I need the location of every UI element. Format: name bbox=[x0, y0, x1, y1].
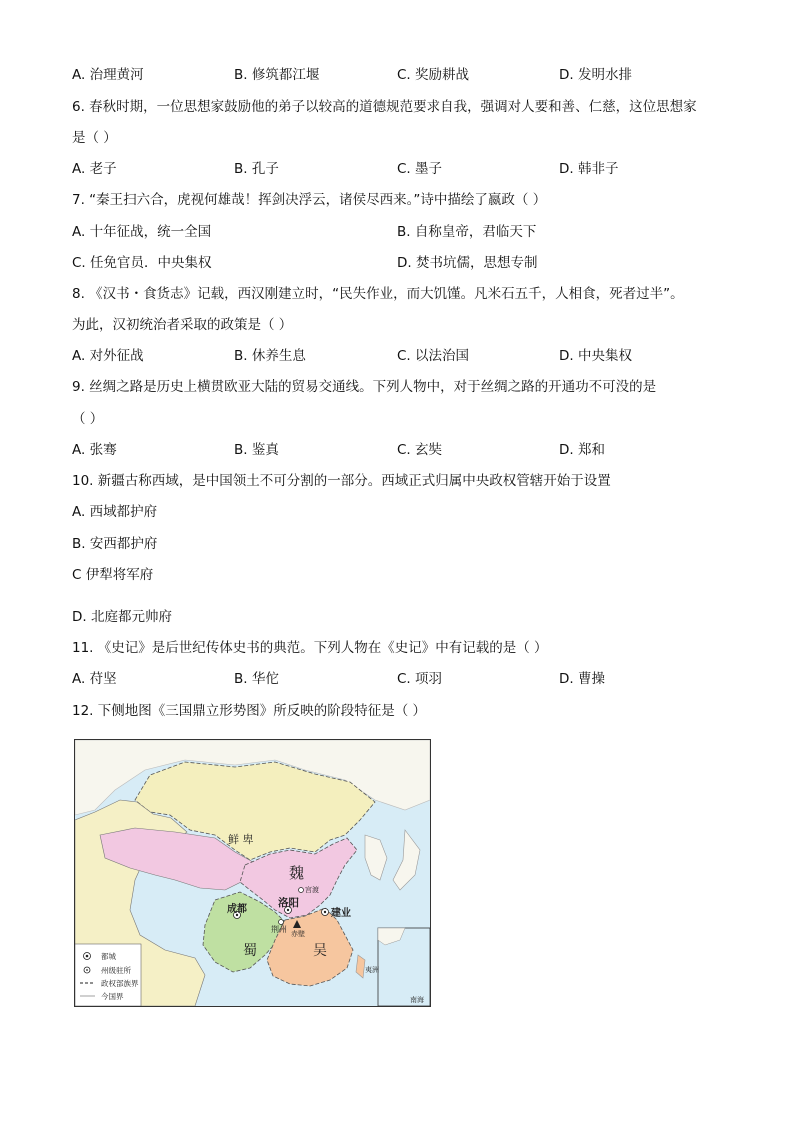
map-label-chengdu: 成都 bbox=[227, 904, 247, 915]
legend-regime-border-label: 政权部族界 bbox=[101, 979, 139, 988]
q7-option-b: B. 自称皇帝，君临天下 bbox=[397, 224, 537, 240]
q9-option-b: B. 鉴真 bbox=[234, 442, 279, 458]
q6-stem: 6. 春秋时期，一位思想家鼓励他的弟子以较高的道德规范要求自我，强调对人要和善、仁慈，这位思想家 bbox=[72, 99, 697, 115]
three-kingdoms-map bbox=[74, 739, 431, 1007]
legend-prefecture-label: 州级驻所 bbox=[101, 966, 131, 975]
q12-stem: 12. 下侧地图《三国鼎立形势图》所反映的阶段特征是（ ） bbox=[72, 703, 427, 719]
q9-option-a: A. 张骞 bbox=[72, 442, 117, 458]
map-label-shu: 蜀 bbox=[243, 943, 257, 959]
q8-option-c: C. 以法治国 bbox=[397, 348, 470, 364]
q7-option-a: A. 十年征战，统一全国 bbox=[72, 224, 212, 240]
map-label-xianbei: 鲜 卑 bbox=[228, 833, 254, 846]
q10-option-d: D. 北庭都元帅府 bbox=[72, 609, 172, 625]
q9-option-c: C. 玄奘 bbox=[397, 442, 443, 458]
map-label-nanhai: 南海 bbox=[410, 996, 424, 1004]
q11-stem: 11. 《史记》是后世纪传体史书的典范。下列人物在《史记》中有记载的是（ ） bbox=[72, 640, 548, 656]
q9-option-d: D. 郑和 bbox=[559, 442, 605, 458]
q9-stem: 9. 丝绸之路是历史上横贯欧亚大陆的贸易交通线。下列人物中，对于丝绸之路的开通功不可没的是 bbox=[72, 379, 657, 395]
map-label-jingzhou: 荆州 bbox=[271, 925, 287, 934]
q6-option-b: B. 孔子 bbox=[234, 161, 279, 177]
q11-option-c: C. 项羽 bbox=[397, 671, 443, 687]
map-label-jianye: 建业 bbox=[331, 908, 351, 919]
map-label-gongdu: 宫渡 bbox=[305, 886, 319, 894]
q11-option-a: A. 苻坚 bbox=[72, 671, 117, 687]
map-label-wu: 吴 bbox=[313, 943, 327, 959]
map-city-gongdu bbox=[299, 888, 304, 893]
q5-option-c: C. 奖励耕战 bbox=[397, 67, 470, 83]
q7-option-d: D. 焚书坑儒，思想专制 bbox=[397, 255, 538, 271]
q10-option-a: A. 西域都护府 bbox=[72, 504, 158, 520]
q8-stem: 8. 《汉书・食货志》记载，西汉刚建立时，“民失作业，而大饥馑。凡米石五千，人相食，死者过半”。 bbox=[72, 286, 684, 302]
q6-stem-cont: 是（ ） bbox=[72, 130, 117, 146]
q7-option-c: C. 任免官员．中央集权 bbox=[72, 255, 212, 271]
map-label-wei: 魏 bbox=[289, 864, 305, 882]
map-korea bbox=[365, 835, 387, 880]
map-japan bbox=[393, 830, 420, 890]
q5-option-d: D. 发明水排 bbox=[559, 67, 632, 83]
map-city-jingzhou bbox=[279, 920, 284, 925]
q11-option-b: B. 华佗 bbox=[234, 671, 279, 687]
q8-option-a: A. 对外征战 bbox=[72, 348, 144, 364]
q10-stem: 10. 新疆古称西域，是中国领土不可分割的一部分。西域正式归属中央政权管辖开始于设置 bbox=[72, 473, 611, 489]
q6-option-d: D. 韩非子 bbox=[559, 161, 619, 177]
q8-option-d: D. 中央集权 bbox=[559, 348, 632, 364]
q8-stem-cont: 为此，汉初统治者采取的政策是（ ） bbox=[72, 317, 293, 333]
map-label-yizhou: 夷洲 bbox=[365, 966, 379, 974]
map-label-luoyang: 洛阳 bbox=[278, 897, 299, 909]
q11-option-d: D. 曹操 bbox=[559, 671, 605, 687]
q6-option-c: C. 墨子 bbox=[397, 161, 443, 177]
q10-option-b: B. 安西都护府 bbox=[72, 536, 158, 552]
q9-stem-cont: （ ） bbox=[72, 411, 104, 427]
legend-modern-border-label: 今国界 bbox=[101, 992, 124, 1001]
q8-option-b: B. 休养生息 bbox=[234, 348, 306, 364]
q5-option-b: B. 修筑都江堰 bbox=[234, 67, 320, 83]
q5-option-a: A. 治理黄河 bbox=[72, 67, 144, 83]
map-label-chibi: 赤壁 bbox=[291, 930, 305, 938]
q6-option-a: A. 老子 bbox=[72, 161, 117, 177]
q10-option-c: C 伊犁将军府 bbox=[72, 567, 154, 583]
q7-stem: 7. “秦王扫六合，虎视何雄哉！挥剑决浮云，诸侯尽西来。”诗中描绘了嬴政（ ） bbox=[72, 192, 547, 208]
legend-capital-label: 都城 bbox=[101, 952, 116, 961]
map-taiwan bbox=[356, 955, 365, 978]
